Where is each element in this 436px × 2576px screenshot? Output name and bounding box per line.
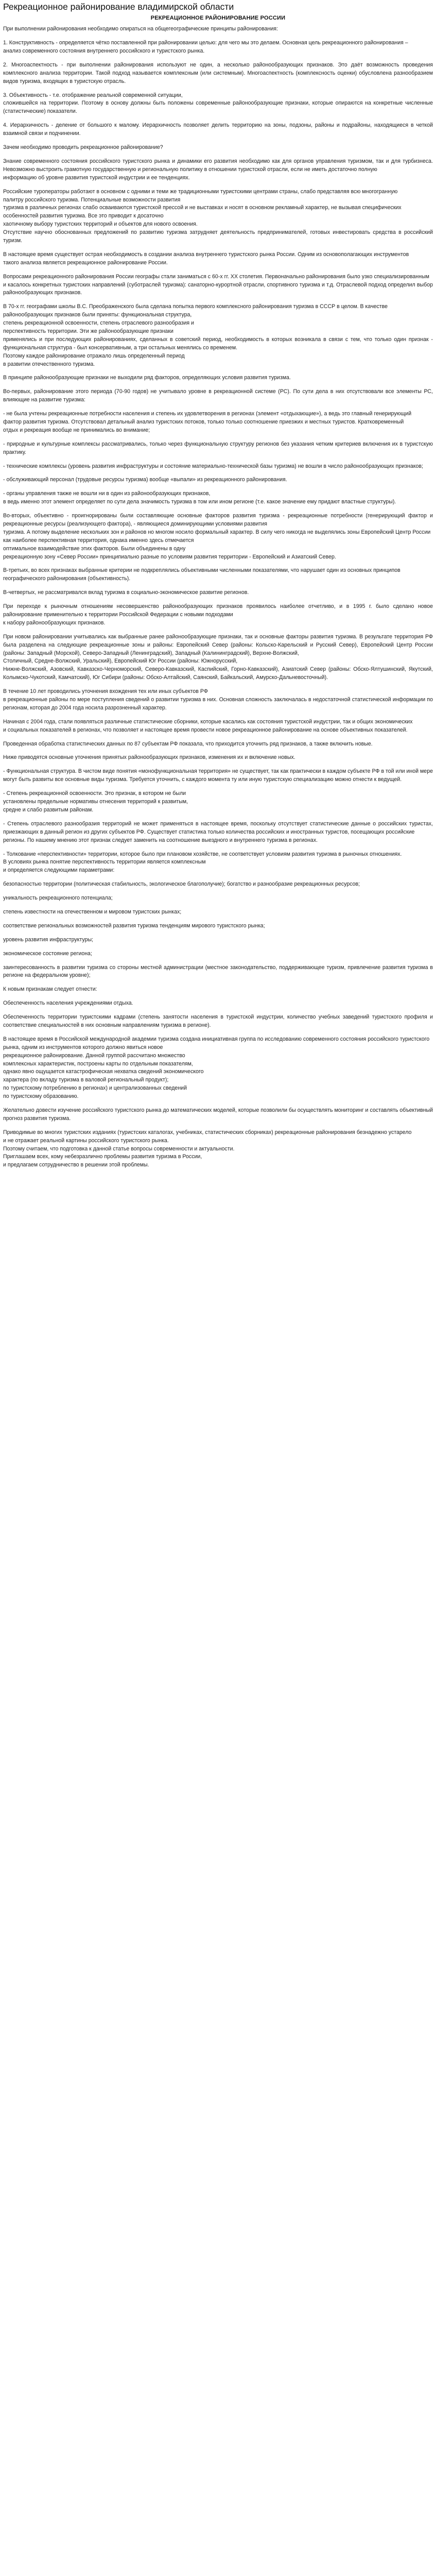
paragraph: - Толкование «перспективности» территории, которое было при плановом хозяйстве, не соответствует условиям развития туризма в рыночных отношениях. В условиях рынка понятие перспективность территории является комплексным и определяется следующими параметрами: <box>3 851 402 874</box>
paragraph: Во-вторых, объективно - проигнорированы были составляющие основные факторов развития туризма - рекреационные потребности (генерирующий фактор и рекреационные ресурсы (реализующего фактора), - являющиеся доминирующими условиями развития туризма. А потому выделение нескольких зон и районов но многом носило формальный характер. В силу чего никогда не выделялись зоны Европейский Центр России как наиболее перспективная территория, однака именно здесь отмечается оптимальное взаимодействие этих факторов. Были объединены в одну рекреационную зону «Север России» принципиально разные по условиям развития территории - Европейский и Азиатский Север. <box>3 513 433 560</box>
paragraph: Российские туроператоры работают в основном с одними и теми же традиционными туристскими центрами страны, слабо представляя всю многогранную палитру российского туризма. Потенциальные возможности развития туризма в различных регионах слабо осваиваются туристской прессой и не выставках и носят в основном рекламный характер, не вызывая специфических особенностей развития туризма. Все это приводит к досаточно хаотичному выбору туристских территорий и объектов для нового освоения. Отсутствие научно обоснованных предложений по развитию туризма затрудняет деятельность предпринимателей, готовых инвестировать средства в российский туризм. <box>3 188 433 244</box>
paragraph: 2. Многоаспектность - при выполнении районирования используют не один, а несколько районообразующих признаков. Это даёт возможность проведения комплексного анализа территории. Такой подход называется комплексным (или системным). Многоаспектность (комплексность оценки) обусловлена разнообразием видов туризма, входящих в туристскую отрасль. <box>3 61 433 84</box>
paragraph: экономическое состояние региона; <box>3 950 92 957</box>
paragraph: - не была учтены рекреационные потребности населения и степень их удовлетворения в регионах (элемент «отдыхающие»), а ведь это главный генерирующий фактор развития туризма. Отсутствовал детальный анализ туристских потоков, только только соотношение приезжих и местных туристов. Кратковременный отдых и рекреация вообще не принимались во внимание; <box>3 411 412 433</box>
paragraph: - обслуживающий персонал (трудовые ресурсы туризма) вообще «выпали» из рекреационного районирования. <box>3 477 287 483</box>
paragraph: Желательно довести изучение российского туристского рынка до математических моделей, которые позволили бы осуществлять мониторинг и составлять объективный прогноз развития туризма. <box>3 1107 433 1122</box>
paragraph: степень известности на отечественном и мировом туристских рынках; <box>3 908 182 915</box>
paragraph: В принципе районообразующие признаки не выходили ряд факторов, определяющих условия развития туризма. <box>3 375 291 381</box>
article-body <box>3 25 433 1170</box>
paragraph: В настоящее время существует острая необходимость в создании анализа внутреннего туристского рынка России. Одним из основополагающих инструментов такого анализа является рекреационное районирование России. <box>3 251 409 266</box>
paragraph: заинтересованность в развитии туризма со стороны местной администрации (местное законодательство, поддерживающее туризм, привлечение развития туризма в регионе на федеральном уровне); <box>3 964 433 979</box>
paragraph: Начиная с 2004 года, стали появляться различные статистические сборники, которые касались как состояния туристской индустрии, так и общих экономических и социальных показателей в регионах, что позволяет и настоящее время провести новое рекреационное районирование на основе объективных показателей. <box>3 718 413 733</box>
paragraph: соответствие региональных возможностей развития туризма тенденциям мирового туристского рынка; <box>3 922 265 929</box>
section-subtitle: РЕКРЕАЦИОННОЕ РАЙОНИРОВАНИЕ РОССИИ <box>150 14 286 21</box>
paragraph: - Степень отраслевого разнообразия территорий не может применяться в настоящее время, поскольку отсутствует статистические данные о российских туристах, приезжающих в данный регион из других субъектов РФ. Существует статистика только количества российских и иностранных туристов, посещающих российские регионы. По нашему мнению этот признак следует заменить на соотношение выездного и внутреннего туризма в регионах. <box>3 820 433 843</box>
paragraph: В-третьих, во всех признаках выбранные критерии не подкреплялись объективными численными показателями, что нарушает один из основных принципов географического районирования (объективность). <box>3 567 400 582</box>
paragraph: - органы управления также не вошли ни в один из районообразующих признаков, в ведь именно этот элемент определяет по сути дела значимость туризма в том или ином регионе (т.е. какое значение ему придают властные структуры). <box>3 490 396 505</box>
paragraph: Ниже приводятся основные уточнения принятых районообразующих признаков, изменения их и включение новых. <box>3 754 295 761</box>
paragraph: При переходе к рыночным отношениям несовершенство районообразующих признаков проявилось наиболее отчетливо, и в 1995 г. было сделано новое районирование применительно к территории Российской Федерации с новыми подходами к набору районообразующих признаков. <box>3 603 433 626</box>
paragraph: Во-первых, районирование этого периода (70-90 годов) не учитывало уровне в рекреационной системе (РС). По сути дела в них отсутствовали все элементы РС, влияющие на развитие туризма: <box>3 388 433 403</box>
paragraph: безопасностью территории (политическая стабильность, экологическое благополучие); богатство и разнообразие рекреационных ресурсов; <box>3 881 360 888</box>
paragraph: 4. Иерархичность - деление от большого к малому. Иерархичность позволяет делить территорию на зоны, подзоны, районы и подрайоны, находящиеся в четкой взаимной связи и подчинении. <box>3 122 433 137</box>
paragraph: Знание современного состояния российского туристского рынка и динамики его развития необходимо как для органов управления туризмом, так и для турбизнеса. Невозможно выстроить грамотную государственную и региональную политику в отношении туристской отрасли, если не иметь достаточно полную информацию об уровне развития туристской индустрии и ее тенденциях. <box>3 158 433 181</box>
paragraph: К новым признакам следует отнести: <box>3 986 97 993</box>
paragraph: Вопросами рекреационного районирования России географы стали заниматься с 60-х гг. XX столетия. Первоначально районирования было узко специализированным и касалось конкретных туристских направлений (суботраслей туризма): санаторно-курортной отрасли, спортивного туризма и т.д. Отраслевой подход определил выбор районообразующих признаков. <box>3 273 433 296</box>
paragraph: 3. Объективность - т.е. отображение реальной современной ситуации, сложившейся на территории. Поэтому в основу должны быть положены современные районообразующие признаки, которые опираются на конкретные численные (статистические) показатели. <box>3 92 433 115</box>
page-title: Рекреационное районирование владимирской области <box>3 2 234 12</box>
paragraph: В течение 10 лет проводились уточнения вхождения тех или иных субъектов РФ в рекреационные районы по мере поступления сведений о развитии туризма в них. Основная сложность заключалась в недостаточной статистической информации по регионам, которая до 2004 года носила разрозненный характер. <box>3 688 433 711</box>
paragraph: Обеспеченность населения учреждениями отдыха. <box>3 1000 133 1007</box>
paragraph: уникальность рекреационного потенциала; <box>3 895 113 902</box>
paragraph: - технические комплексы (уровень развития инфраструктуры и состояние материально-технической базы туризма) не вошли в число районообразующих признаков; <box>3 463 423 469</box>
paragraph: В настоящее время в Российской международной академии туризма создана инициативная группа по исследованию современного состояния российского туристского рынка, одним из инструментов которого должно явиться новое рекреационное районирование. Данной группой рассчитано множество комплексных характеристик, построены карты по отдельным показателям, однако явно ощущается катастрофическая нехватка сведений экономического характера (по вкладу туризма в валовой региональный продукт); по туристскому потреблению в регионах) и централизованных сведений по туристскому образованию. <box>3 1036 430 1100</box>
paragraph: Проведенная обработка статистических данных по 87 субъектам РФ показала, что приходится уточнить ряд признаков, а также включить новые. <box>3 740 373 747</box>
paragraph: В 70-х гг. географами школы В.С. Преображенского была сделана попытка первого комплексного районирования туризма в СССР в целом. В качестве районообразующих признаков были приняты: функциональная структура, степень рекреационной освоенности, степень отраслевого разнообразия и перспективность территории. Эти же районообразующие признаки применялись и при последующих районированиях, сделанных в советский период, необходимость в которых возникала в связи с тем, что только один признак - функциональная структура - был консервативным, а три остальных менялись со временем. Поэтому каждое районирование отражало лишь определенный период в развитии отечественного туризма. <box>3 303 433 367</box>
paragraph: уровень развития инфраструктуры; <box>3 936 94 943</box>
paragraph: - Степень рекреационной освоенности. Это признак, в котором не были установлены предельные нормативы отнесения территорий к развитым, средне и слабо развитым районам. <box>3 790 188 813</box>
paragraph: Обеспеченность территории туристскими кадрами (степень занятости населения в туристской индустрии, количество учебных заведений туристского профиля и соответствие специальностей в них основным направлениям туризма в регионе). <box>3 1014 433 1028</box>
paragraph: - Функциональная структура. В чистом виде понятия «монофункциональная территория» не существует, так как практически в каждом субъекте РФ в той или иной мере могут быть развиты все основные виды туризма. Требуется уточнить, с каждого момента ту или иную туристскую специализацию можно отнести к ведущей. <box>3 768 433 783</box>
paragraph: При выполнении районирования необходимо опираться на общегеографические принципы районирования: <box>3 26 278 32</box>
paragraph: В-четвертых, не рассматривался вклад туризма в социально-экономическое развитие регионов. <box>3 589 249 596</box>
paragraph: Зачем необходимо проводить рекреационное районирование? <box>3 144 163 151</box>
paragraph: 1. Конструктивность - определяется чётко поставленной при районировании целью: для чего мы это делаем. Основная цель рекреационного районирования – анализ современного состояния внутреннего российского и туристского рынка. <box>3 40 408 55</box>
paragraph: - природные и культурные комплексы рассматривались, только через функциональную структуру регионов без указания четким критериев включения их в туристскую практику. <box>3 440 433 455</box>
paragraph: Приводимые во многих туристских изданиях (туристских каталогах, учебниках, статистических сборниках) рекреационные районирования безнадежно устарело и не отражает реальной картины российского туристского рынка. Поэтому считаем, что подготовка к данной статье вопросы современности и актуальности. Приглашаем всех, кому небезразлично проблемы развития туризма в России, и предлагаем сотрудничество в решении этой проблемы. <box>3 1129 412 1168</box>
paragraph: При новом районировании учитывались как выбранные ранее районообразующие признаки, так и основные факторы развития туризма. В результате территория РФ была разделена на следующие рекреационные зоны и районы: Европейский Север (районы: Кольско-Карельский и Русский Север), Европейский Центр России (районы: Западный (Морской), Северо-Западный (Ленинградский), Западный (Калининградский), Верхне-Волжский, Столичный, Средне-Волжский, Уральский), Европейский Юг России (районы: Южнорусский, Нижне-Волжский, Азовский, Кавказско-Черноморский, Северо-Кавказский, Каспийский, Горно-Кавказский), Азиатский Север (районы: Обско-Ялтушинский, Якутский, Колымско-Чукотский, Камчатский), Юг Сибири (районы: Обско-Алтайский, Саянский, Байкальский, Амурско-Дальневосточный). <box>3 633 433 681</box>
